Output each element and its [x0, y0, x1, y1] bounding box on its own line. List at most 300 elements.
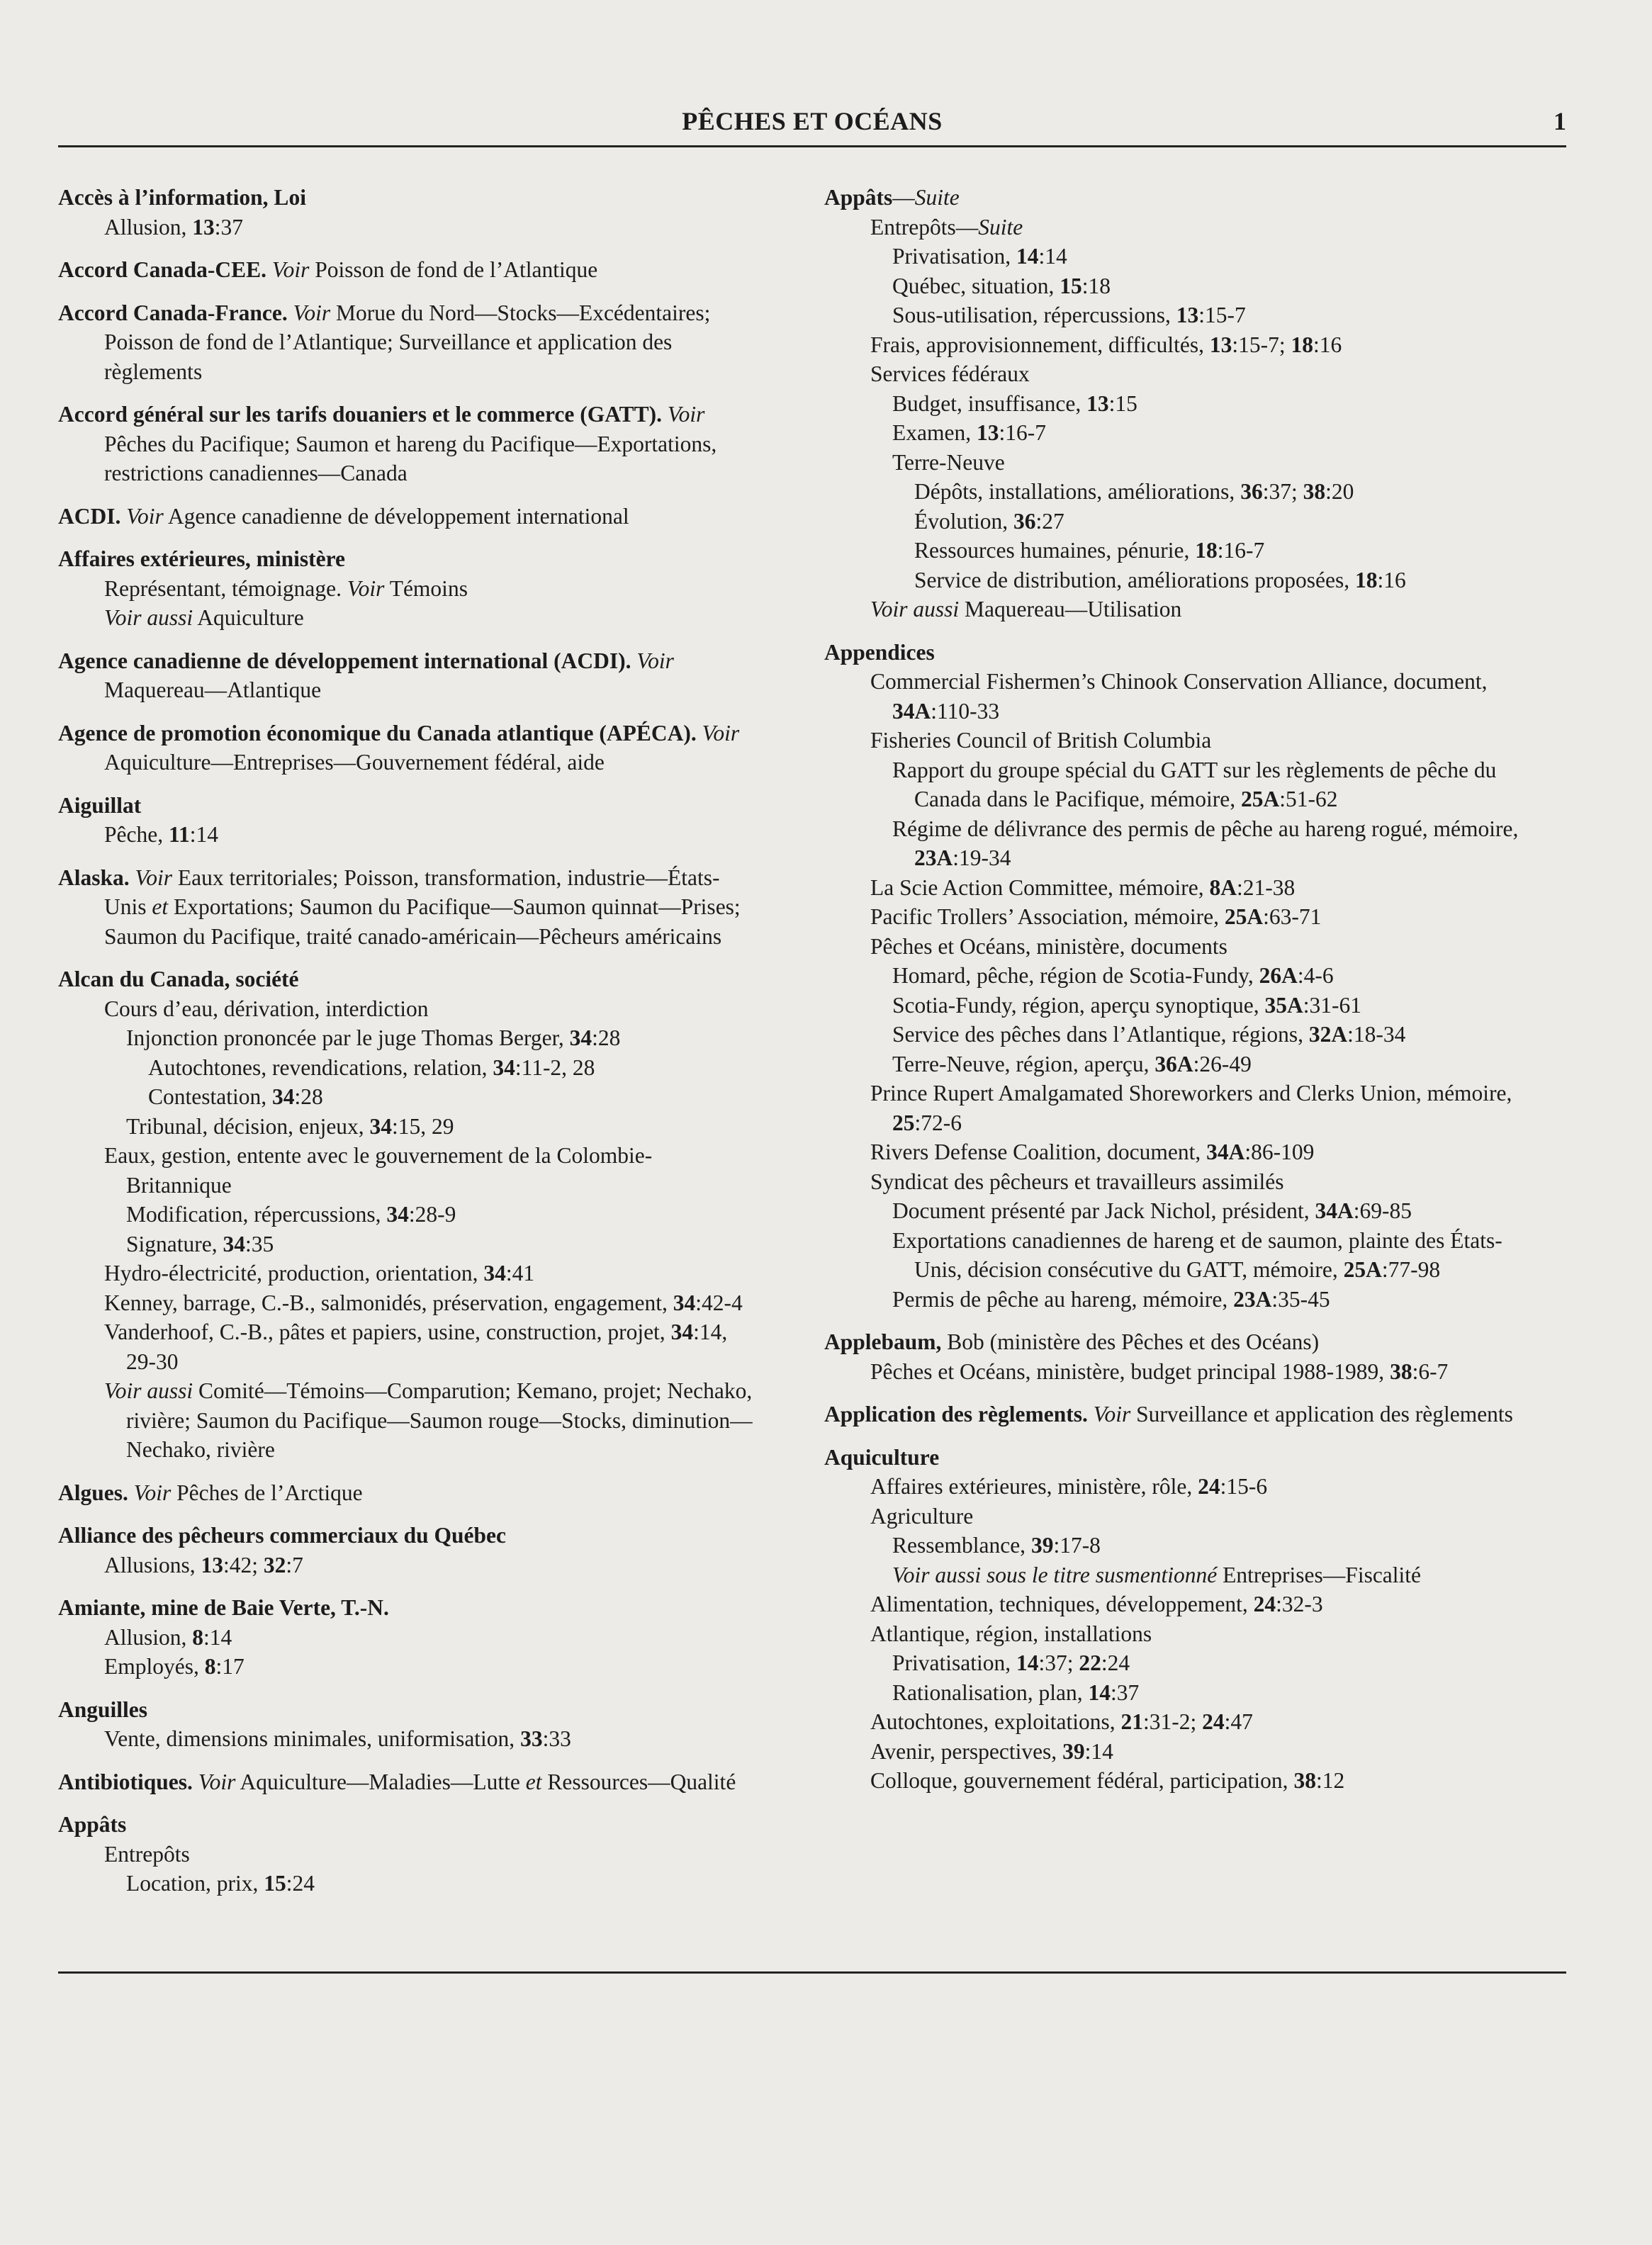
text-segment: Location, prix, [126, 1871, 264, 1896]
text-segment: Employés, [104, 1654, 205, 1679]
bold-text: Alliance des pêcheurs commerciaux du Québec [58, 1523, 506, 1548]
subentry-level-1 [58, 1259, 753, 1288]
subentry-level-1 [58, 994, 753, 1024]
index-entry [58, 298, 753, 387]
text-segment: :16-7 [1217, 538, 1265, 563]
subentry-level-1 [58, 213, 753, 242]
subentry-level-1 [824, 1137, 1526, 1167]
subentry-level-2 [58, 1200, 753, 1230]
text-segment: :14 [203, 1624, 232, 1650]
text-segment: Maquereau—Atlantique [104, 677, 322, 702]
subentry-level-1 [58, 603, 753, 633]
index-entry [58, 646, 753, 705]
text-segment: :16-7 [999, 420, 1046, 445]
text-segment: Ressources—Qualité [541, 1769, 736, 1794]
subentry-level-1 [824, 726, 1526, 755]
bold-text: 34 [673, 1290, 696, 1315]
bold-text: 34 [670, 1320, 694, 1344]
header-rule [58, 145, 1566, 147]
subentry-level-1 [58, 574, 753, 604]
bold-text: Antibiotiques. [58, 1769, 198, 1794]
subentry-level-2 [824, 1226, 1526, 1285]
text-segment: Fisheries Council of British Columbia [870, 728, 1212, 753]
bold-text: 39 [1062, 1738, 1085, 1764]
subentry-level-1 [824, 1766, 1526, 1796]
text-segment: Privatisation, [892, 1650, 1016, 1675]
bold-text: 34A [1206, 1140, 1245, 1164]
subentry-level-1 [58, 1623, 753, 1653]
text-segment: :20 [1325, 479, 1354, 504]
entry-heading [824, 638, 1526, 668]
subentry-level-2 [824, 1560, 1526, 1590]
bold-text: 8 [192, 1624, 204, 1650]
bold-text: 36 [1013, 508, 1036, 534]
bold-text: 32 [263, 1552, 286, 1577]
bold-text: 34 [272, 1084, 295, 1109]
text-segment: :37 [214, 214, 244, 240]
index-entry [58, 719, 753, 777]
text-segment: Signature, [126, 1231, 223, 1256]
subentry-level-1 [824, 932, 1526, 962]
subentry-level-1 [58, 1724, 753, 1754]
text-segment: Hydro-électricité, production, orientation, [104, 1261, 484, 1285]
bold-text: 34 [569, 1025, 592, 1050]
italic-text: Voir aussi [104, 1378, 193, 1403]
bold-text: 18 [1195, 538, 1218, 563]
text-segment: :72-6 [914, 1110, 962, 1135]
bold-text: 34 [493, 1054, 515, 1080]
bold-text: 13 [1176, 303, 1199, 327]
entry-heading [58, 863, 753, 952]
entry-heading [58, 646, 753, 705]
entry-heading [824, 1443, 1526, 1473]
bold-text: 38 [1390, 1358, 1412, 1384]
text-segment: :26-49 [1193, 1051, 1252, 1076]
text-segment: :11-2, 28 [515, 1054, 595, 1080]
subentry-level-2 [58, 1230, 753, 1259]
subentry-level-1 [58, 1376, 753, 1465]
index-entry [58, 502, 753, 531]
text-segment: :18 [1081, 273, 1111, 298]
subentry-level-1 [824, 902, 1526, 932]
subentry-level-1 [824, 330, 1526, 360]
bold-text: 24 [1198, 1474, 1220, 1499]
bold-text: Accord Canada-CEE. [58, 257, 272, 282]
bold-text: 14 [1016, 244, 1039, 269]
subentry-level-2 [824, 1020, 1526, 1050]
index-entry [58, 863, 753, 952]
bold-text: Aiguillat [58, 792, 142, 818]
text-segment: :110-33 [931, 698, 1000, 724]
text-segment: Comité—Témoins—Comparution; Kemano, projet; Nechako, rivière; Saumon du Pacifique—Saumon rouge—Stocks, diminution—Nechako, rivière [126, 1378, 753, 1462]
bold-text: Accès à l’information, Loi [58, 185, 306, 210]
bold-text: Appendices [824, 639, 935, 665]
bold-text: Affaires extérieures, ministère [58, 546, 345, 571]
bold-text: 21 [1120, 1709, 1143, 1734]
text-segment: Prince Rupert Amalgamated Shoreworkers and Clerks Union, mémoire, [870, 1081, 1512, 1105]
text-segment: :12 [1315, 1768, 1345, 1793]
text-segment: :27 [1035, 508, 1064, 534]
subentry-level-1 [58, 1288, 753, 1318]
index-entry [58, 400, 753, 488]
text-segment: Homard, pêche, région de Scotia-Fundy, [892, 963, 1259, 988]
text-segment: Exportations canadiennes de hareng et de saumon, plainte des États-Unis, décision consécutive du GATT, mémoire, [892, 1227, 1502, 1282]
subentry-level-1 [58, 1317, 753, 1376]
bold-text: 13 [192, 214, 215, 240]
text-segment: Kenney, barrage, C.-B., salmonidés, préservation, engagement, [104, 1290, 673, 1315]
bold-text: Alcan du Canada, société [58, 967, 299, 991]
subentry-level-1 [58, 1652, 753, 1682]
text-segment: Représentant, témoignage. [104, 575, 347, 601]
text-segment: :21-38 [1237, 874, 1296, 900]
text-segment: Document présenté par Jack Nichol, président, [892, 1198, 1315, 1223]
index-entry [58, 1521, 753, 1580]
bold-text: 14 [1016, 1650, 1039, 1675]
subentry-level-1 [824, 1589, 1526, 1619]
subentry-level-2 [824, 300, 1526, 330]
bold-text: 34 [369, 1113, 393, 1139]
bold-text: 15 [264, 1871, 286, 1896]
bold-text: 38 [1293, 1768, 1316, 1793]
text-segment: Examen, [892, 420, 977, 445]
text-segment: La Scie Action Committee, mémoire, [870, 874, 1210, 900]
index-entry [824, 1443, 1526, 1796]
italic-text: Suite [914, 185, 960, 210]
subentry-level-3 [824, 566, 1526, 595]
text-segment: Eaux, gestion, entente avec le gouvernement de la Colombie-Britannique [104, 1143, 653, 1198]
text-segment: :37; [1262, 479, 1303, 504]
text-segment: Allusions, [104, 1552, 201, 1577]
subentry-level-2 [824, 418, 1526, 448]
text-segment: Injonction prononcée par le juge Thomas Berger, [126, 1025, 570, 1050]
text-segment: :14, 29-30 [126, 1320, 728, 1374]
bold-text: 18 [1291, 332, 1313, 357]
page-header [58, 106, 1566, 146]
subentry-level-2 [824, 1196, 1526, 1226]
bold-text: 25A [1240, 787, 1280, 811]
bold-text: 15 [1060, 273, 1082, 298]
text-segment: Services fédéraux [870, 361, 1030, 386]
subentry-level-1 [824, 1472, 1526, 1502]
entry-heading [58, 1695, 753, 1725]
text-segment: :18-34 [1347, 1022, 1406, 1047]
text-segment: Pêches de l’Arctique [171, 1480, 363, 1505]
text-segment: Régime de délivrance des permis de pêche au hareng rogué, mémoire, [892, 816, 1519, 841]
text-segment: Poisson de fond de l’Atlantique [309, 257, 598, 282]
text-segment: Budget, insuffisance, [892, 390, 1087, 416]
subentry-level-1 [824, 873, 1526, 903]
subentry-level-1 [824, 1079, 1526, 1137]
bold-text: ACDI. [58, 503, 127, 529]
text-segment: Commercial Fishermen’s Chinook Conservation Alliance, document, [870, 669, 1488, 694]
entry-heading [58, 298, 753, 387]
bold-text: Aquiculture [824, 1444, 940, 1470]
text-segment: :42-4 [695, 1290, 743, 1315]
subentry-level-1 [824, 667, 1526, 726]
text-segment: :14 [189, 822, 218, 847]
index-entry [824, 1327, 1526, 1386]
index-column-right [824, 183, 1526, 1809]
bold-text: 13 [976, 420, 999, 445]
entry-heading [58, 544, 753, 574]
bold-text: 13 [1086, 390, 1109, 416]
text-segment: Modification, répercussions, [126, 1202, 387, 1227]
running-title: PÊCHES ET OCÉANS [682, 107, 943, 135]
bold-text: 11 [168, 822, 190, 847]
entry-heading [58, 1767, 753, 1797]
bold-text: 14 [1088, 1679, 1111, 1705]
subentry-level-3 [58, 1082, 753, 1112]
bold-text: 22 [1079, 1650, 1101, 1675]
text-segment: Pêches et Océans, ministère, documents [870, 933, 1227, 959]
text-segment: Colloque, gouvernement fédéral, participation, [870, 1768, 1294, 1793]
text-segment: Agence canadienne de développement international [163, 503, 629, 529]
subentry-level-1 [824, 359, 1526, 389]
subentry-level-2 [824, 242, 1526, 271]
bold-text: Amiante, mine de Baie Verte, T.-N. [58, 1595, 389, 1620]
italic-text: Voir aussi sous le titre susmentionné [892, 1562, 1218, 1587]
text-segment: Eaux territoriales; Poisson, transformation, industrie—États-Unis [104, 865, 720, 919]
italic-text: Voir aussi [870, 597, 960, 621]
subentry-level-2 [824, 991, 1526, 1020]
subentry-level-2 [824, 448, 1526, 478]
text-segment: :86-109 [1244, 1140, 1315, 1164]
text-segment: :51-62 [1279, 787, 1338, 811]
bold-text: Anguilles [58, 1697, 148, 1722]
entry-heading [58, 1478, 753, 1508]
italic-text: Voir [271, 257, 310, 282]
bold-text: Agence de promotion économique du Canada atlantique (APÉCA). [58, 720, 702, 745]
index-entry [58, 255, 753, 285]
bold-text: 23A [914, 845, 953, 870]
text-segment: :35 [245, 1231, 274, 1256]
bold-text: Applebaum, [824, 1329, 948, 1354]
italic-text: et [525, 1769, 542, 1794]
text-segment: Terre-Neuve [892, 449, 1005, 475]
text-segment: Maquereau—Utilisation [959, 597, 1182, 621]
text-segment: Témoins [384, 575, 468, 601]
text-segment: :28 [592, 1025, 621, 1050]
text-segment: Terre-Neuve, région, aperçu, [892, 1051, 1155, 1076]
text-segment: Vente, dimensions minimales, uniformisation, [104, 1726, 521, 1751]
subentry-level-2 [824, 961, 1526, 991]
index-entry [58, 1593, 753, 1682]
bold-text: 8 [204, 1654, 216, 1679]
bold-text: 25A [1224, 904, 1264, 929]
bold-text: 34 [483, 1261, 506, 1285]
bold-text: 38 [1303, 479, 1326, 504]
subentry-level-2 [824, 1050, 1526, 1079]
text-segment: :7 [286, 1552, 303, 1577]
text-segment: :14 [1084, 1738, 1113, 1764]
text-segment: Avenir, perspectives, [870, 1738, 1063, 1764]
text-segment: Ressemblance, [892, 1533, 1031, 1558]
text-segment: Allusion, [104, 1624, 193, 1650]
text-segment: Allusion, [104, 214, 193, 240]
text-segment: Aquiculture—Maladies—Lutte [235, 1769, 526, 1794]
italic-text: Voir [293, 300, 331, 325]
text-segment: Pêche, [104, 822, 169, 847]
text-segment: :17-8 [1053, 1533, 1101, 1558]
bold-text: Agence canadienne de développement international (ACDI). [58, 648, 637, 673]
index-entry [824, 183, 1526, 624]
entry-heading [58, 791, 753, 821]
bold-text: 34A [892, 698, 931, 724]
italic-text: Voir [198, 1769, 236, 1794]
bold-text: 39 [1030, 1533, 1054, 1558]
text-segment: Entrepôts— [870, 214, 979, 240]
entry-heading [824, 1327, 1526, 1357]
text-segment: Aquiculture—Entreprises—Gouvernement fédéral, aide [104, 750, 605, 775]
entry-heading [824, 183, 1526, 213]
subentry-level-1 [58, 1551, 753, 1580]
text-segment: :16 [1377, 567, 1406, 592]
text-segment: :15 [1108, 390, 1137, 416]
text-segment: Québec, situation, [892, 273, 1060, 298]
bold-text: 33 [520, 1726, 543, 1751]
italic-text: Voir aussi [104, 605, 193, 630]
footer-rule [58, 1971, 1566, 1974]
text-segment: Exportations; Saumon du Pacifique—Saumon quinnat—Prises; Saumon du Pacifique, traité canado-américain—Pêcheurs américains [104, 894, 741, 949]
text-segment: :15-7 [1198, 303, 1246, 327]
text-segment: Bob (ministère des Pêches et des Océans) [947, 1329, 1320, 1354]
text-segment: Tribunal, décision, enjeux, [126, 1113, 370, 1139]
text-segment: :31-61 [1303, 992, 1361, 1018]
text-segment: Morue du Nord—Stocks—Excédentaires; Poisson de fond de l’Atlantique; Surveillance et application des règlements [104, 300, 711, 384]
text-segment: Sous-utilisation, répercussions, [892, 303, 1176, 327]
text-segment: Surveillance et application des règlements [1130, 1402, 1513, 1427]
subentry-level-1 [824, 1167, 1526, 1197]
text-segment: :24 [286, 1871, 315, 1896]
subentry-level-1 [824, 1502, 1526, 1531]
text-segment: Aquiculture [193, 605, 304, 630]
text-segment: :47 [1224, 1709, 1253, 1734]
italic-text: Voir [636, 648, 674, 673]
text-segment: Privatisation, [892, 244, 1016, 269]
text-segment: :24 [1101, 1650, 1130, 1675]
bold-text: 13 [201, 1552, 224, 1577]
bold-text: Accord Canada-France. [58, 300, 293, 325]
text-segment: :19-34 [953, 845, 1011, 870]
text-segment: Rapport du groupe spécial du GATT sur les règlements de pêche du Canada dans le Pacifique, mémoire, [892, 757, 1497, 811]
index-entry [58, 1695, 753, 1754]
bold-text: 24 [1202, 1709, 1225, 1734]
text-segment: Rivers Defense Coalition, document, [870, 1140, 1207, 1164]
text-segment: Agriculture [870, 1503, 974, 1529]
entry-heading [58, 1810, 753, 1840]
subentry-level-2 [58, 1023, 753, 1053]
text-segment: Évolution, [914, 508, 1013, 534]
subentry-level-1 [58, 820, 753, 850]
bold-text: 36A [1154, 1051, 1193, 1076]
text-segment: :42; [223, 1552, 264, 1577]
text-segment: :77-98 [1381, 1257, 1441, 1282]
text-segment: Pacific Trollers’ Association, mémoire, [870, 904, 1225, 929]
text-segment: :4-6 [1297, 963, 1334, 988]
italic-text: Voir [135, 865, 173, 890]
subentry-level-1 [824, 1707, 1526, 1737]
bold-text: 25A [1343, 1257, 1382, 1282]
bold-text: 24 [1253, 1592, 1276, 1616]
text-segment: Pêches du Pacifique; Saumon et hareng du Pacifique—Exportations, restrictions canadiennes—Canada [104, 431, 717, 485]
text-segment: Syndicat des pêcheurs et travailleurs assimilés [870, 1169, 1284, 1194]
italic-text: Voir [126, 503, 164, 529]
italic-text: Suite [978, 214, 1023, 240]
bold-text: 36 [1240, 479, 1263, 504]
text-segment: :17 [215, 1654, 245, 1679]
subentry-level-2 [824, 1285, 1526, 1315]
index-entry [824, 638, 1526, 1315]
index-entry [58, 183, 753, 242]
text-segment: Cours d’eau, dérivation, interdiction [104, 996, 429, 1021]
bold-text: 34 [223, 1231, 245, 1256]
italic-text: Voir [347, 575, 385, 601]
text-segment: :37 [1110, 1679, 1140, 1705]
text-segment: Service des pêches dans l’Atlantique, régions, [892, 1022, 1309, 1047]
subentry-level-1 [824, 1357, 1526, 1387]
text-segment: Entrepôts [104, 1841, 190, 1867]
bold-text: 25 [892, 1110, 915, 1135]
text-segment: :6-7 [1412, 1358, 1449, 1384]
text-segment: :15, 29 [392, 1113, 454, 1139]
text-segment: :41 [505, 1261, 535, 1285]
subentry-level-2 [824, 1648, 1526, 1678]
bold-text: Appâts [824, 185, 893, 210]
index-entry [58, 964, 753, 1465]
bold-text: 23A [1233, 1286, 1272, 1312]
text-segment: :37; [1038, 1650, 1079, 1675]
subentry-level-2 [824, 389, 1526, 419]
bold-text: 13 [1209, 332, 1232, 357]
subentry-level-1 [824, 1619, 1526, 1649]
index-entry [58, 544, 753, 633]
subentry-level-2 [58, 1112, 753, 1142]
bold-text: 8A [1209, 874, 1237, 900]
entry-heading [58, 1593, 753, 1623]
subentry-level-1 [824, 213, 1526, 242]
text-segment: Atlantique, région, installations [870, 1621, 1152, 1646]
page-number: 1 [1553, 107, 1566, 135]
entry-heading [58, 400, 753, 488]
bold-text: 34 [386, 1202, 409, 1227]
text-segment: :28-9 [408, 1202, 456, 1227]
bold-text: 18 [1355, 567, 1378, 592]
bold-text: Application des règlements. [824, 1402, 1094, 1427]
italic-text: Voir [667, 402, 705, 427]
text-segment: :63-71 [1263, 904, 1322, 929]
subentry-level-2 [824, 1678, 1526, 1708]
entry-heading [58, 964, 753, 994]
entry-heading [58, 1521, 753, 1551]
italic-text: Voir [1093, 1402, 1131, 1427]
text-segment: :28 [294, 1084, 323, 1109]
subentry-level-2 [824, 755, 1526, 814]
bold-text: 35A [1264, 992, 1303, 1018]
entry-heading [824, 1400, 1526, 1429]
text-segment: Pêches et Océans, ministère, budget principal 1988-1989, [870, 1358, 1390, 1384]
entry-heading [58, 502, 753, 531]
subentry-level-1 [58, 1141, 753, 1200]
index-entry [58, 791, 753, 850]
text-segment: Ressources humaines, pénurie, [914, 538, 1196, 563]
index-column-left [58, 183, 753, 1912]
text-segment: Autochtones, exploitations, [870, 1709, 1121, 1734]
text-segment: :15-6 [1220, 1474, 1268, 1499]
bold-text: Alaska. [58, 865, 135, 890]
text-segment: Affaires extérieures, ministère, rôle, [870, 1474, 1198, 1499]
text-segment: :35-45 [1271, 1286, 1330, 1312]
subentry-level-2 [824, 1531, 1526, 1560]
